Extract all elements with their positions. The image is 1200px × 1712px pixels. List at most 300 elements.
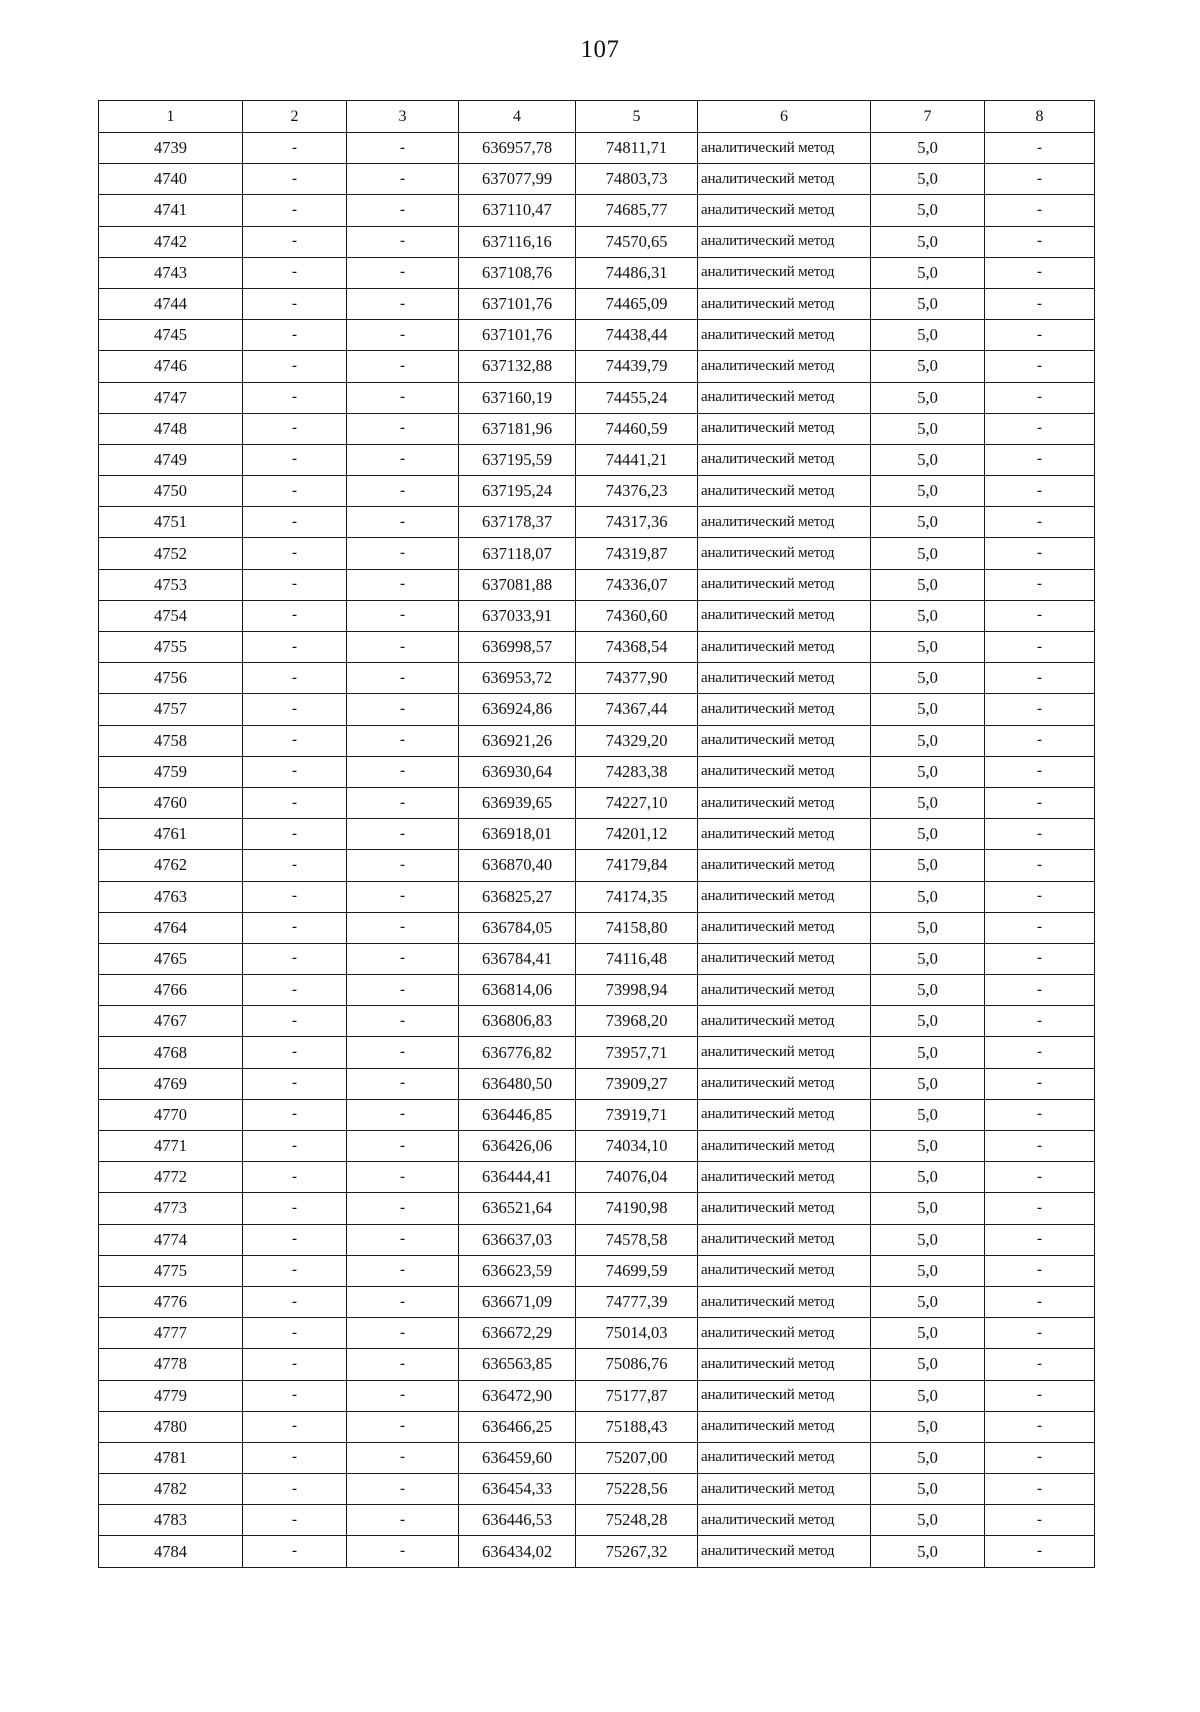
column-2-cell: - [243, 694, 347, 725]
accuracy-cell: 5,0 [871, 538, 985, 569]
table-row [99, 1162, 1095, 1193]
table-body [99, 133, 1095, 1568]
method-cell: аналитический метод [698, 1131, 871, 1162]
column-2-cell: - [243, 1318, 347, 1349]
y-coordinate-cell: 74460,59 [576, 413, 698, 444]
method-cell: аналитический метод [698, 694, 871, 725]
column-2-cell: - [243, 507, 347, 538]
point-number-cell: 4744 [99, 288, 243, 319]
accuracy-cell: 5,0 [871, 1505, 985, 1536]
column-8-cell: - [985, 538, 1095, 569]
point-number-cell: 4751 [99, 507, 243, 538]
table-row [99, 819, 1095, 850]
coordinates-table-container [98, 100, 1094, 1568]
point-number-cell: 4742 [99, 226, 243, 257]
table-row [99, 413, 1095, 444]
x-coordinate-cell: 636434,02 [459, 1536, 576, 1567]
x-coordinate-cell: 637110,47 [459, 195, 576, 226]
y-coordinate-cell: 74578,58 [576, 1224, 698, 1255]
x-coordinate-cell: 636444,41 [459, 1162, 576, 1193]
method-cell: аналитический метод [698, 288, 871, 319]
column-8-cell: - [985, 133, 1095, 164]
column-header-8: 8 [985, 101, 1095, 133]
column-3-cell: - [347, 881, 459, 912]
method-cell: аналитический метод [698, 600, 871, 631]
point-number-cell: 4773 [99, 1193, 243, 1224]
column-8-cell: - [985, 694, 1095, 725]
x-coordinate-cell: 636930,64 [459, 756, 576, 787]
table-row [99, 1099, 1095, 1130]
y-coordinate-cell: 75188,43 [576, 1411, 698, 1442]
accuracy-cell: 5,0 [871, 1349, 985, 1380]
column-2-cell: - [243, 1349, 347, 1380]
y-coordinate-cell: 74570,65 [576, 226, 698, 257]
point-number-cell: 4743 [99, 257, 243, 288]
table-row [99, 507, 1095, 538]
column-3-cell: - [347, 1006, 459, 1037]
column-8-cell: - [985, 1006, 1095, 1037]
accuracy-cell: 5,0 [871, 1037, 985, 1068]
accuracy-cell: 5,0 [871, 195, 985, 226]
point-number-cell: 4769 [99, 1068, 243, 1099]
point-number-cell: 4772 [99, 1162, 243, 1193]
accuracy-cell: 5,0 [871, 569, 985, 600]
x-coordinate-cell: 636446,53 [459, 1505, 576, 1536]
table-row [99, 226, 1095, 257]
table-row [99, 320, 1095, 351]
table-row [99, 382, 1095, 413]
column-8-cell: - [985, 881, 1095, 912]
column-3-cell: - [347, 1505, 459, 1536]
table-row [99, 1131, 1095, 1162]
column-2-cell: - [243, 444, 347, 475]
point-number-cell: 4761 [99, 819, 243, 850]
y-coordinate-cell: 74699,59 [576, 1255, 698, 1286]
column-3-cell: - [347, 975, 459, 1006]
method-cell: аналитический метод [698, 975, 871, 1006]
x-coordinate-cell: 637108,76 [459, 257, 576, 288]
column-2-cell: - [243, 1131, 347, 1162]
column-8-cell: - [985, 476, 1095, 507]
point-number-cell: 4754 [99, 600, 243, 631]
column-8-cell: - [985, 1162, 1095, 1193]
method-cell: аналитический метод [698, 1318, 871, 1349]
x-coordinate-cell: 637101,76 [459, 288, 576, 319]
column-8-cell: - [985, 663, 1095, 694]
column-2-cell: - [243, 195, 347, 226]
column-2-cell: - [243, 351, 347, 382]
column-2-cell: - [243, 943, 347, 974]
column-8-cell: - [985, 1037, 1095, 1068]
method-cell: аналитический метод [698, 1380, 871, 1411]
table-row [99, 912, 1095, 943]
x-coordinate-cell: 637118,07 [459, 538, 576, 569]
method-cell: аналитический метод [698, 663, 871, 694]
table-row [99, 569, 1095, 600]
y-coordinate-cell: 74034,10 [576, 1131, 698, 1162]
table-row [99, 632, 1095, 663]
x-coordinate-cell: 636998,57 [459, 632, 576, 663]
accuracy-cell: 5,0 [871, 1536, 985, 1567]
method-cell: аналитический метод [698, 1474, 871, 1505]
accuracy-cell: 5,0 [871, 288, 985, 319]
y-coordinate-cell: 75207,00 [576, 1442, 698, 1473]
method-cell: аналитический метод [698, 257, 871, 288]
x-coordinate-cell: 636472,90 [459, 1380, 576, 1411]
table-row [99, 1286, 1095, 1317]
accuracy-cell: 5,0 [871, 1099, 985, 1130]
x-coordinate-cell: 636814,06 [459, 975, 576, 1006]
accuracy-cell: 5,0 [871, 1224, 985, 1255]
x-coordinate-cell: 636957,78 [459, 133, 576, 164]
method-cell: аналитический метод [698, 382, 871, 413]
y-coordinate-cell: 74376,23 [576, 476, 698, 507]
method-cell: аналитический метод [698, 787, 871, 818]
accuracy-cell: 5,0 [871, 1006, 985, 1037]
y-coordinate-cell: 73919,71 [576, 1099, 698, 1130]
accuracy-cell: 5,0 [871, 1474, 985, 1505]
y-coordinate-cell: 74377,90 [576, 663, 698, 694]
accuracy-cell: 5,0 [871, 1411, 985, 1442]
method-cell: аналитический метод [698, 912, 871, 943]
method-cell: аналитический метод [698, 1255, 871, 1286]
column-2-cell: - [243, 756, 347, 787]
column-3-cell: - [347, 1411, 459, 1442]
column-header-2: 2 [243, 101, 347, 133]
column-3-cell: - [347, 787, 459, 818]
x-coordinate-cell: 636806,83 [459, 1006, 576, 1037]
column-2-cell: - [243, 819, 347, 850]
table-row [99, 538, 1095, 569]
y-coordinate-cell: 74368,54 [576, 632, 698, 663]
column-3-cell: - [347, 133, 459, 164]
accuracy-cell: 5,0 [871, 1193, 985, 1224]
column-3-cell: - [347, 1162, 459, 1193]
accuracy-cell: 5,0 [871, 382, 985, 413]
column-3-cell: - [347, 912, 459, 943]
column-8-cell: - [985, 226, 1095, 257]
point-number-cell: 4780 [99, 1411, 243, 1442]
column-3-cell: - [347, 1037, 459, 1068]
method-cell: аналитический метод [698, 1006, 871, 1037]
accuracy-cell: 5,0 [871, 1068, 985, 1099]
column-header-5: 5 [576, 101, 698, 133]
accuracy-cell: 5,0 [871, 351, 985, 382]
table-header-row [99, 101, 1095, 133]
point-number-cell: 4760 [99, 787, 243, 818]
accuracy-cell: 5,0 [871, 912, 985, 943]
column-8-cell: - [985, 351, 1095, 382]
column-2-cell: - [243, 538, 347, 569]
y-coordinate-cell: 75177,87 [576, 1380, 698, 1411]
x-coordinate-cell: 637033,91 [459, 600, 576, 631]
method-cell: аналитический метод [698, 413, 871, 444]
x-coordinate-cell: 636671,09 [459, 1286, 576, 1317]
y-coordinate-cell: 74190,98 [576, 1193, 698, 1224]
x-coordinate-cell: 636466,25 [459, 1411, 576, 1442]
column-3-cell: - [347, 226, 459, 257]
column-3-cell: - [347, 569, 459, 600]
column-8-cell: - [985, 444, 1095, 475]
y-coordinate-cell: 75014,03 [576, 1318, 698, 1349]
column-3-cell: - [347, 850, 459, 881]
column-3-cell: - [347, 288, 459, 319]
column-2-cell: - [243, 1442, 347, 1473]
column-8-cell: - [985, 1099, 1095, 1130]
column-8-cell: - [985, 912, 1095, 943]
column-8-cell: - [985, 320, 1095, 351]
y-coordinate-cell: 74441,21 [576, 444, 698, 475]
column-8-cell: - [985, 725, 1095, 756]
point-number-cell: 4778 [99, 1349, 243, 1380]
column-header-6: 6 [698, 101, 871, 133]
method-cell: аналитический метод [698, 1193, 871, 1224]
column-2-cell: - [243, 1474, 347, 1505]
accuracy-cell: 5,0 [871, 600, 985, 631]
column-8-cell: - [985, 1224, 1095, 1255]
column-8-cell: - [985, 1193, 1095, 1224]
column-3-cell: - [347, 257, 459, 288]
x-coordinate-cell: 636953,72 [459, 663, 576, 694]
column-8-cell: - [985, 1442, 1095, 1473]
y-coordinate-cell: 73909,27 [576, 1068, 698, 1099]
column-3-cell: - [347, 1255, 459, 1286]
column-3-cell: - [347, 195, 459, 226]
column-8-cell: - [985, 288, 1095, 319]
column-8-cell: - [985, 195, 1095, 226]
x-coordinate-cell: 636521,64 [459, 1193, 576, 1224]
column-3-cell: - [347, 1068, 459, 1099]
column-3-cell: - [347, 600, 459, 631]
column-2-cell: - [243, 975, 347, 1006]
method-cell: аналитический метод [698, 819, 871, 850]
coordinates-table [98, 100, 1095, 1568]
y-coordinate-cell: 74777,39 [576, 1286, 698, 1317]
accuracy-cell: 5,0 [871, 787, 985, 818]
column-3-cell: - [347, 164, 459, 195]
method-cell: аналитический метод [698, 756, 871, 787]
column-3-cell: - [347, 320, 459, 351]
y-coordinate-cell: 74811,71 [576, 133, 698, 164]
column-2-cell: - [243, 632, 347, 663]
column-header-3: 3 [347, 101, 459, 133]
y-coordinate-cell: 74439,79 [576, 351, 698, 382]
column-8-cell: - [985, 975, 1095, 1006]
method-cell: аналитический метод [698, 1224, 871, 1255]
y-coordinate-cell: 74329,20 [576, 725, 698, 756]
x-coordinate-cell: 636672,29 [459, 1318, 576, 1349]
column-2-cell: - [243, 1224, 347, 1255]
column-8-cell: - [985, 1318, 1095, 1349]
x-coordinate-cell: 636776,82 [459, 1037, 576, 1068]
x-coordinate-cell: 636939,65 [459, 787, 576, 818]
table-row [99, 257, 1095, 288]
column-2-cell: - [243, 1380, 347, 1411]
table-row [99, 1006, 1095, 1037]
x-coordinate-cell: 636623,59 [459, 1255, 576, 1286]
column-8-cell: - [985, 257, 1095, 288]
point-number-cell: 4776 [99, 1286, 243, 1317]
x-coordinate-cell: 636563,85 [459, 1349, 576, 1380]
method-cell: аналитический метод [698, 943, 871, 974]
column-3-cell: - [347, 1349, 459, 1380]
column-8-cell: - [985, 1536, 1095, 1567]
column-3-cell: - [347, 725, 459, 756]
y-coordinate-cell: 75267,32 [576, 1536, 698, 1567]
column-8-cell: - [985, 1380, 1095, 1411]
column-header-1: 1 [99, 101, 243, 133]
table-row [99, 663, 1095, 694]
method-cell: аналитический метод [698, 1068, 871, 1099]
column-3-cell: - [347, 413, 459, 444]
method-cell: аналитический метод [698, 1162, 871, 1193]
accuracy-cell: 5,0 [871, 725, 985, 756]
method-cell: аналитический метод [698, 881, 871, 912]
table-row [99, 787, 1095, 818]
accuracy-cell: 5,0 [871, 1131, 985, 1162]
table-row [99, 444, 1095, 475]
column-8-cell: - [985, 413, 1095, 444]
point-number-cell: 4765 [99, 943, 243, 974]
column-2-cell: - [243, 1193, 347, 1224]
method-cell: аналитический метод [698, 507, 871, 538]
table-row [99, 1255, 1095, 1286]
y-coordinate-cell: 73957,71 [576, 1037, 698, 1068]
point-number-cell: 4756 [99, 663, 243, 694]
table-row [99, 694, 1095, 725]
accuracy-cell: 5,0 [871, 663, 985, 694]
method-cell: аналитический метод [698, 850, 871, 881]
table-row [99, 1318, 1095, 1349]
column-8-cell: - [985, 600, 1095, 631]
column-3-cell: - [347, 1442, 459, 1473]
method-cell: аналитический метод [698, 351, 871, 382]
y-coordinate-cell: 74317,36 [576, 507, 698, 538]
table-row [99, 600, 1095, 631]
accuracy-cell: 5,0 [871, 975, 985, 1006]
table-row [99, 133, 1095, 164]
method-cell: аналитический метод [698, 538, 871, 569]
y-coordinate-cell: 74076,04 [576, 1162, 698, 1193]
point-number-cell: 4741 [99, 195, 243, 226]
x-coordinate-cell: 636637,03 [459, 1224, 576, 1255]
column-2-cell: - [243, 912, 347, 943]
point-number-cell: 4739 [99, 133, 243, 164]
method-cell: аналитический метод [698, 164, 871, 195]
method-cell: аналитический метод [698, 569, 871, 600]
point-number-cell: 4779 [99, 1380, 243, 1411]
x-coordinate-cell: 636784,41 [459, 943, 576, 974]
point-number-cell: 4746 [99, 351, 243, 382]
y-coordinate-cell: 75248,28 [576, 1505, 698, 1536]
method-cell: аналитический метод [698, 476, 871, 507]
accuracy-cell: 5,0 [871, 1286, 985, 1317]
x-coordinate-cell: 637101,76 [459, 320, 576, 351]
column-2-cell: - [243, 1505, 347, 1536]
table-row [99, 1037, 1095, 1068]
y-coordinate-cell: 74465,09 [576, 288, 698, 319]
y-coordinate-cell: 74367,44 [576, 694, 698, 725]
column-8-cell: - [985, 819, 1095, 850]
accuracy-cell: 5,0 [871, 850, 985, 881]
column-2-cell: - [243, 1006, 347, 1037]
accuracy-cell: 5,0 [871, 819, 985, 850]
table-row [99, 288, 1095, 319]
table-row [99, 476, 1095, 507]
column-2-cell: - [243, 881, 347, 912]
table-row [99, 1505, 1095, 1536]
table-row [99, 1068, 1095, 1099]
column-2-cell: - [243, 725, 347, 756]
column-3-cell: - [347, 756, 459, 787]
point-number-cell: 4767 [99, 1006, 243, 1037]
column-3-cell: - [347, 1224, 459, 1255]
column-2-cell: - [243, 1037, 347, 1068]
y-coordinate-cell: 73998,94 [576, 975, 698, 1006]
table-row [99, 1411, 1095, 1442]
method-cell: аналитический метод [698, 632, 871, 663]
x-coordinate-cell: 637195,59 [459, 444, 576, 475]
column-2-cell: - [243, 476, 347, 507]
point-number-cell: 4771 [99, 1131, 243, 1162]
table-row [99, 164, 1095, 195]
column-3-cell: - [347, 382, 459, 413]
x-coordinate-cell: 636870,40 [459, 850, 576, 881]
column-2-cell: - [243, 413, 347, 444]
point-number-cell: 4759 [99, 756, 243, 787]
column-3-cell: - [347, 943, 459, 974]
table-row [99, 881, 1095, 912]
point-number-cell: 4755 [99, 632, 243, 663]
x-coordinate-cell: 636825,27 [459, 881, 576, 912]
y-coordinate-cell: 74158,80 [576, 912, 698, 943]
y-coordinate-cell: 74455,24 [576, 382, 698, 413]
column-2-cell: - [243, 663, 347, 694]
point-number-cell: 4763 [99, 881, 243, 912]
accuracy-cell: 5,0 [871, 226, 985, 257]
x-coordinate-cell: 636480,50 [459, 1068, 576, 1099]
column-2-cell: - [243, 600, 347, 631]
point-number-cell: 4762 [99, 850, 243, 881]
method-cell: аналитический метод [698, 1037, 871, 1068]
column-3-cell: - [347, 444, 459, 475]
column-8-cell: - [985, 787, 1095, 818]
accuracy-cell: 5,0 [871, 881, 985, 912]
y-coordinate-cell: 74201,12 [576, 819, 698, 850]
accuracy-cell: 5,0 [871, 1255, 985, 1286]
column-2-cell: - [243, 1068, 347, 1099]
column-8-cell: - [985, 632, 1095, 663]
table-row [99, 1474, 1095, 1505]
column-3-cell: - [347, 632, 459, 663]
column-3-cell: - [347, 1380, 459, 1411]
table-row [99, 195, 1095, 226]
y-coordinate-cell: 75086,76 [576, 1349, 698, 1380]
accuracy-cell: 5,0 [871, 1380, 985, 1411]
method-cell: аналитический метод [698, 1442, 871, 1473]
method-cell: аналитический метод [698, 226, 871, 257]
accuracy-cell: 5,0 [871, 257, 985, 288]
column-header-7: 7 [871, 101, 985, 133]
x-coordinate-cell: 636924,86 [459, 694, 576, 725]
column-3-cell: - [347, 1474, 459, 1505]
column-3-cell: - [347, 663, 459, 694]
table-row [99, 1224, 1095, 1255]
column-2-cell: - [243, 133, 347, 164]
accuracy-cell: 5,0 [871, 413, 985, 444]
point-number-cell: 4748 [99, 413, 243, 444]
method-cell: аналитический метод [698, 320, 871, 351]
